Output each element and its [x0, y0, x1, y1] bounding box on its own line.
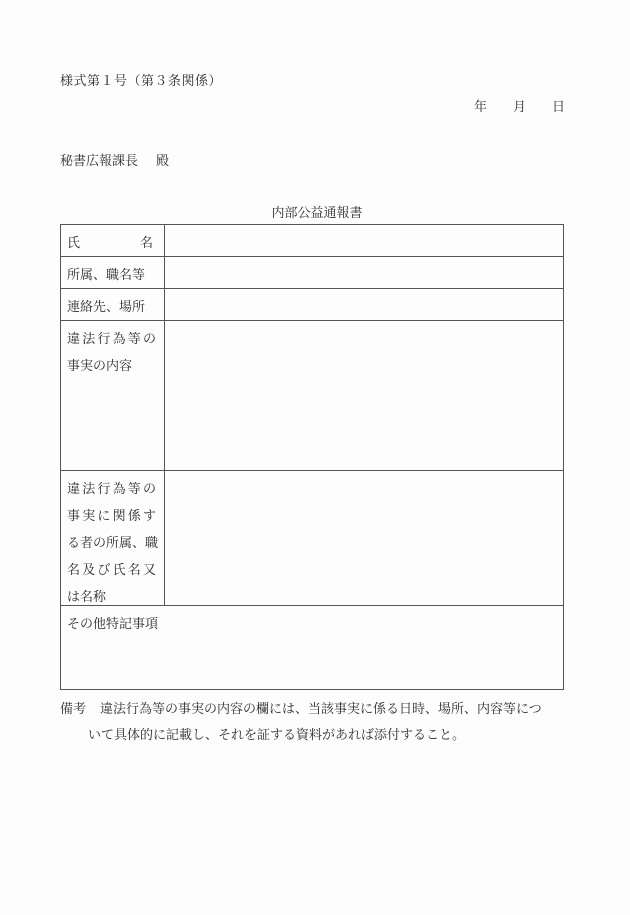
label-line: 違法行為等の	[67, 332, 159, 347]
addressee-title: 秘書広報課長	[60, 154, 139, 169]
addressee-honorific: 殿	[156, 154, 170, 169]
related-persons-field[interactable]	[165, 471, 563, 605]
form-row-name	[61, 225, 563, 257]
report-form-table	[60, 224, 564, 690]
document-title	[0, 202, 630, 221]
addressee	[60, 150, 169, 169]
remarks-text-1: 違法行為等の事実の内容の欄には、当該事実に係る日時、場所、内容等につ	[100, 702, 542, 717]
label-line: 事実の内容	[67, 359, 133, 374]
label-other-notes: その他特記事項	[67, 617, 159, 632]
label-line: 事実に関係す	[67, 509, 159, 524]
label-name-part-1: 氏	[67, 236, 81, 251]
document-title-text: 内部公益通報書	[271, 206, 363, 221]
label-contact: 連絡先、場所	[61, 289, 165, 320]
date-year-label: 年	[474, 100, 488, 115]
form-row-related-persons	[61, 471, 563, 606]
label-line: 名及び氏名又	[67, 563, 159, 578]
label-related-persons	[61, 471, 165, 605]
remarks-line-2: いて具体的に記載し、それを証する資料があれば添付すること。	[88, 728, 466, 743]
remarks-heading: 備考	[60, 702, 87, 717]
form-row-contact	[61, 289, 563, 321]
form-number: 様式第１号（第３条関係）	[60, 74, 223, 89]
name-field[interactable]	[165, 225, 563, 256]
violation-content-field[interactable]	[165, 321, 563, 470]
label-name	[61, 225, 165, 256]
date-month-label: 月	[513, 100, 527, 115]
form-row-violation-content	[61, 321, 563, 471]
other-notes-field[interactable]	[61, 606, 563, 691]
form-row-other-notes	[61, 606, 563, 691]
label-name-part-2: 名	[139, 236, 153, 251]
label-affiliation: 所属、職名等	[61, 257, 165, 288]
label-line: る者の所属、職	[67, 536, 159, 551]
affiliation-field[interactable]	[165, 257, 563, 288]
remarks	[60, 697, 542, 749]
form-row-affiliation	[61, 257, 563, 289]
label-line: は名称	[67, 590, 107, 605]
label-line: 違法行為等の	[67, 482, 159, 497]
date-line	[474, 96, 565, 115]
label-violation-content	[61, 321, 165, 470]
contact-field[interactable]	[165, 289, 563, 320]
date-day-label: 日	[552, 100, 566, 115]
remarks-line-1	[60, 697, 542, 723]
